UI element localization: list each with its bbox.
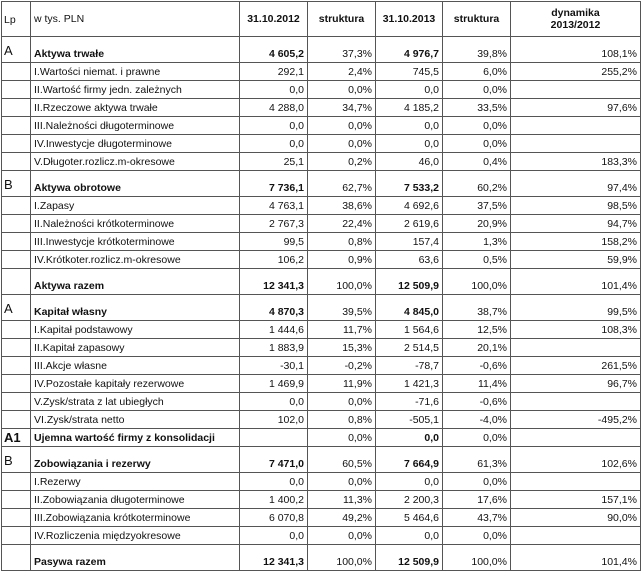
row-struct-2012: 0,0% (308, 117, 376, 135)
row-value-2012: 292,1 (240, 63, 308, 81)
row-dynamics: 261,5% (511, 357, 641, 375)
row-value-2012: 7 471,0 (240, 447, 308, 473)
table-row (2, 509, 641, 527)
row-struct-2013: 20,1% (443, 339, 511, 357)
table-row (2, 339, 641, 357)
row-struct-2013: 12,5% (443, 321, 511, 339)
row-lp (2, 251, 31, 269)
row-value-2012: -30,1 (240, 357, 308, 375)
row-lp (2, 233, 31, 251)
row-dynamics: 158,2% (511, 233, 641, 251)
row-struct-2012: 0,0% (308, 81, 376, 99)
row-label: I.Rezerwy (31, 473, 240, 491)
table-row (2, 37, 641, 63)
row-dynamics: 183,3% (511, 153, 641, 171)
row-lp (2, 339, 31, 357)
row-value-2013: 0,0 (376, 527, 443, 545)
header-unit: w tys. PLN (31, 2, 240, 37)
row-value-2013: 2 514,5 (376, 339, 443, 357)
row-value-2012: 0,0 (240, 117, 308, 135)
row-struct-2013: 100,0% (443, 269, 511, 295)
row-label: II.Zobowiązania długoterminowe (31, 491, 240, 509)
row-value-2013: 4 185,2 (376, 99, 443, 117)
row-value-2012: 0,0 (240, 81, 308, 99)
header-structure-2013: struktura (443, 2, 511, 37)
row-dynamics: 98,5% (511, 197, 641, 215)
table-row (2, 99, 641, 117)
row-label: II.Należności krótkoterminowe (31, 215, 240, 233)
row-dynamics: 101,4% (511, 545, 641, 571)
row-dynamics (511, 339, 641, 357)
row-value-2013: 1 564,6 (376, 321, 443, 339)
row-lp (2, 99, 31, 117)
row-struct-2013: 17,6% (443, 491, 511, 509)
row-struct-2012: 22,4% (308, 215, 376, 233)
row-struct-2013: 0,0% (443, 527, 511, 545)
balance-sheet-table (1, 1, 641, 571)
row-struct-2013: 20,9% (443, 215, 511, 233)
row-struct-2012: 2,4% (308, 63, 376, 81)
row-dynamics: 97,6% (511, 99, 641, 117)
row-value-2012: 6 070,8 (240, 509, 308, 527)
row-dynamics (511, 473, 641, 491)
table-row (2, 411, 641, 429)
row-value-2013: 0,0 (376, 81, 443, 99)
row-label: I.Zapasy (31, 197, 240, 215)
row-value-2013: 7 533,2 (376, 171, 443, 197)
row-value-2013: 1 421,3 (376, 375, 443, 393)
row-struct-2013: -0,6% (443, 393, 511, 411)
row-struct-2012: 100,0% (308, 269, 376, 295)
table-row (2, 295, 641, 321)
row-value-2013: 0,0 (376, 135, 443, 153)
row-value-2012 (240, 429, 308, 447)
row-label: Aktywa razem (31, 269, 240, 295)
table-row (2, 215, 641, 233)
row-value-2012: 7 736,1 (240, 171, 308, 197)
row-label: III.Zobowiązania krótkoterminowe (31, 509, 240, 527)
row-value-2012: 4 870,3 (240, 295, 308, 321)
row-lp: A (2, 37, 31, 63)
row-value-2012: 0,0 (240, 473, 308, 491)
row-struct-2013: -4,0% (443, 411, 511, 429)
row-struct-2013: 60,2% (443, 171, 511, 197)
row-value-2013: -505,1 (376, 411, 443, 429)
row-dynamics: 59,9% (511, 251, 641, 269)
row-lp (2, 135, 31, 153)
row-dynamics: 101,4% (511, 269, 641, 295)
header-structure-2012: struktura (308, 2, 376, 37)
row-dynamics: -495,2% (511, 411, 641, 429)
row-value-2013: -71,6 (376, 393, 443, 411)
row-struct-2012: 100,0% (308, 545, 376, 571)
row-value-2012: 1 444,6 (240, 321, 308, 339)
row-lp (2, 215, 31, 233)
row-lp (2, 153, 31, 171)
row-value-2013: 0,0 (376, 117, 443, 135)
row-struct-2012: 0,2% (308, 153, 376, 171)
row-dynamics (511, 527, 641, 545)
row-struct-2012: 0,0% (308, 429, 376, 447)
row-dynamics (511, 117, 641, 135)
row-struct-2012: -0,2% (308, 357, 376, 375)
row-value-2013: 157,4 (376, 233, 443, 251)
row-label: Aktywa trwałe (31, 37, 240, 63)
row-label: I.Wartości niemat. i prawne (31, 63, 240, 81)
row-struct-2013: 0,0% (443, 117, 511, 135)
row-lp (2, 63, 31, 81)
table-row (2, 545, 641, 571)
row-label: IV.Pozostałe kapitały rezerwowe (31, 375, 240, 393)
row-value-2012: 12 341,3 (240, 269, 308, 295)
row-value-2012: 1 469,9 (240, 375, 308, 393)
row-label: V.Zysk/strata z lat ubiegłych (31, 393, 240, 411)
row-value-2012: 102,0 (240, 411, 308, 429)
table-header-row (2, 2, 641, 37)
row-label: V.Długoter.rozlicz.m-okresowe (31, 153, 240, 171)
row-value-2012: 1 400,2 (240, 491, 308, 509)
row-lp (2, 357, 31, 375)
row-dynamics (511, 429, 641, 447)
table-row (2, 393, 641, 411)
row-label: VI.Zysk/strata netto (31, 411, 240, 429)
row-value-2012: 2 767,3 (240, 215, 308, 233)
row-value-2012: 4 763,1 (240, 197, 308, 215)
table-row (2, 153, 641, 171)
row-struct-2012: 62,7% (308, 171, 376, 197)
row-struct-2012: 0,8% (308, 411, 376, 429)
row-label: Pasywa razem (31, 545, 240, 571)
row-lp (2, 527, 31, 545)
row-value-2013: 745,5 (376, 63, 443, 81)
row-struct-2013: 61,3% (443, 447, 511, 473)
row-struct-2013: -0,6% (443, 357, 511, 375)
row-struct-2012: 0,0% (308, 473, 376, 491)
row-lp: A (2, 295, 31, 321)
table-row (2, 447, 641, 473)
row-struct-2012: 0,0% (308, 527, 376, 545)
row-label: I.Kapitał podstawowy (31, 321, 240, 339)
row-dynamics (511, 135, 641, 153)
row-value-2012: 1 883,9 (240, 339, 308, 357)
row-dynamics: 90,0% (511, 509, 641, 527)
table-row (2, 321, 641, 339)
row-dynamics: 108,3% (511, 321, 641, 339)
row-value-2013: 0,0 (376, 473, 443, 491)
row-value-2013: -78,7 (376, 357, 443, 375)
row-struct-2013: 6,0% (443, 63, 511, 81)
row-struct-2013: 100,0% (443, 545, 511, 571)
row-value-2012: 99,5 (240, 233, 308, 251)
table-row (2, 171, 641, 197)
table-row (2, 117, 641, 135)
row-struct-2012: 49,2% (308, 509, 376, 527)
row-dynamics: 157,1% (511, 491, 641, 509)
table-row (2, 233, 641, 251)
row-value-2012: 106,2 (240, 251, 308, 269)
table-row (2, 63, 641, 81)
row-label: Ujemna wartość firmy z konsolidacji (31, 429, 240, 447)
row-lp (2, 197, 31, 215)
row-lp: B (2, 447, 31, 473)
row-lp (2, 393, 31, 411)
row-struct-2013: 43,7% (443, 509, 511, 527)
row-lp (2, 491, 31, 509)
row-label: II.Wartość firmy jedn. zależnych (31, 81, 240, 99)
header-lp: Lp (2, 2, 31, 37)
row-lp (2, 473, 31, 491)
header-dynamics: dynamika 2013/2012 (511, 2, 641, 37)
row-struct-2013: 39,8% (443, 37, 511, 63)
row-struct-2013: 0,0% (443, 429, 511, 447)
row-label: IV.Inwestycje długoterminowe (31, 135, 240, 153)
row-struct-2013: 0,4% (443, 153, 511, 171)
row-struct-2013: 37,5% (443, 197, 511, 215)
row-dynamics: 108,1% (511, 37, 641, 63)
row-dynamics (511, 393, 641, 411)
row-label: II.Kapitał zapasowy (31, 339, 240, 357)
row-struct-2013: 1,3% (443, 233, 511, 251)
row-value-2013: 4 845,0 (376, 295, 443, 321)
row-dynamics: 99,5% (511, 295, 641, 321)
row-lp: B (2, 171, 31, 197)
row-label: IV.Krótkoter.rozlicz.m-okresowe (31, 251, 240, 269)
table-row (2, 197, 641, 215)
row-struct-2013: 0,0% (443, 81, 511, 99)
table-row (2, 135, 641, 153)
row-dynamics (511, 81, 641, 99)
row-value-2013: 4 692,6 (376, 197, 443, 215)
row-dynamics: 96,7% (511, 375, 641, 393)
row-value-2012: 4 288,0 (240, 99, 308, 117)
row-label: Aktywa obrotowe (31, 171, 240, 197)
table-row (2, 527, 641, 545)
row-lp (2, 375, 31, 393)
row-struct-2012: 15,3% (308, 339, 376, 357)
row-struct-2013: 33,5% (443, 99, 511, 117)
row-value-2012: 0,0 (240, 393, 308, 411)
row-struct-2012: 60,5% (308, 447, 376, 473)
row-struct-2013: 0,5% (443, 251, 511, 269)
row-value-2013: 2 200,3 (376, 491, 443, 509)
row-value-2013: 5 464,6 (376, 509, 443, 527)
row-lp (2, 269, 31, 295)
row-struct-2012: 11,7% (308, 321, 376, 339)
row-struct-2012: 0,8% (308, 233, 376, 251)
row-lp (2, 81, 31, 99)
row-value-2012: 0,0 (240, 135, 308, 153)
row-struct-2012: 11,9% (308, 375, 376, 393)
table-row (2, 473, 641, 491)
row-value-2012: 0,0 (240, 527, 308, 545)
row-label: II.Rzeczowe aktywa trwałe (31, 99, 240, 117)
header-date-2013: 31.10.2013 (376, 2, 443, 37)
row-value-2013: 63,6 (376, 251, 443, 269)
row-lp (2, 509, 31, 527)
row-value-2013: 12 509,9 (376, 545, 443, 571)
row-value-2012: 12 341,3 (240, 545, 308, 571)
row-struct-2012: 39,5% (308, 295, 376, 321)
table-row (2, 81, 641, 99)
row-value-2013: 12 509,9 (376, 269, 443, 295)
row-value-2013: 2 619,6 (376, 215, 443, 233)
row-label: III.Inwestycje krótkoterminowe (31, 233, 240, 251)
table-row (2, 251, 641, 269)
row-dynamics: 255,2% (511, 63, 641, 81)
row-value-2012: 4 605,2 (240, 37, 308, 63)
header-date-2012: 31.10.2012 (240, 2, 308, 37)
row-value-2013: 7 664,9 (376, 447, 443, 473)
table-row (2, 375, 641, 393)
row-lp: A1 (2, 429, 31, 447)
row-struct-2012: 11,3% (308, 491, 376, 509)
table-row (2, 491, 641, 509)
row-struct-2013: 38,7% (443, 295, 511, 321)
table-row (2, 357, 641, 375)
row-struct-2013: 11,4% (443, 375, 511, 393)
row-dynamics: 94,7% (511, 215, 641, 233)
row-label: III.Akcje własne (31, 357, 240, 375)
row-value-2013: 46,0 (376, 153, 443, 171)
row-struct-2012: 0,0% (308, 393, 376, 411)
row-value-2013: 0,0 (376, 429, 443, 447)
row-value-2012: 25,1 (240, 153, 308, 171)
row-lp (2, 411, 31, 429)
row-dynamics: 97,4% (511, 171, 641, 197)
row-dynamics: 102,6% (511, 447, 641, 473)
table-row (2, 429, 641, 447)
row-struct-2012: 34,7% (308, 99, 376, 117)
row-struct-2012: 0,0% (308, 135, 376, 153)
row-value-2013: 4 976,7 (376, 37, 443, 63)
row-lp (2, 321, 31, 339)
row-label: Kapitał własny (31, 295, 240, 321)
row-struct-2012: 38,6% (308, 197, 376, 215)
row-struct-2012: 37,3% (308, 37, 376, 63)
row-lp (2, 117, 31, 135)
row-label: IV.Rozliczenia międzyokresowe (31, 527, 240, 545)
row-lp (2, 545, 31, 571)
row-label: III.Należności długoterminowe (31, 117, 240, 135)
row-struct-2012: 0,9% (308, 251, 376, 269)
row-struct-2013: 0,0% (443, 135, 511, 153)
table-row (2, 269, 641, 295)
row-label: Zobowiązania i rezerwy (31, 447, 240, 473)
row-struct-2013: 0,0% (443, 473, 511, 491)
